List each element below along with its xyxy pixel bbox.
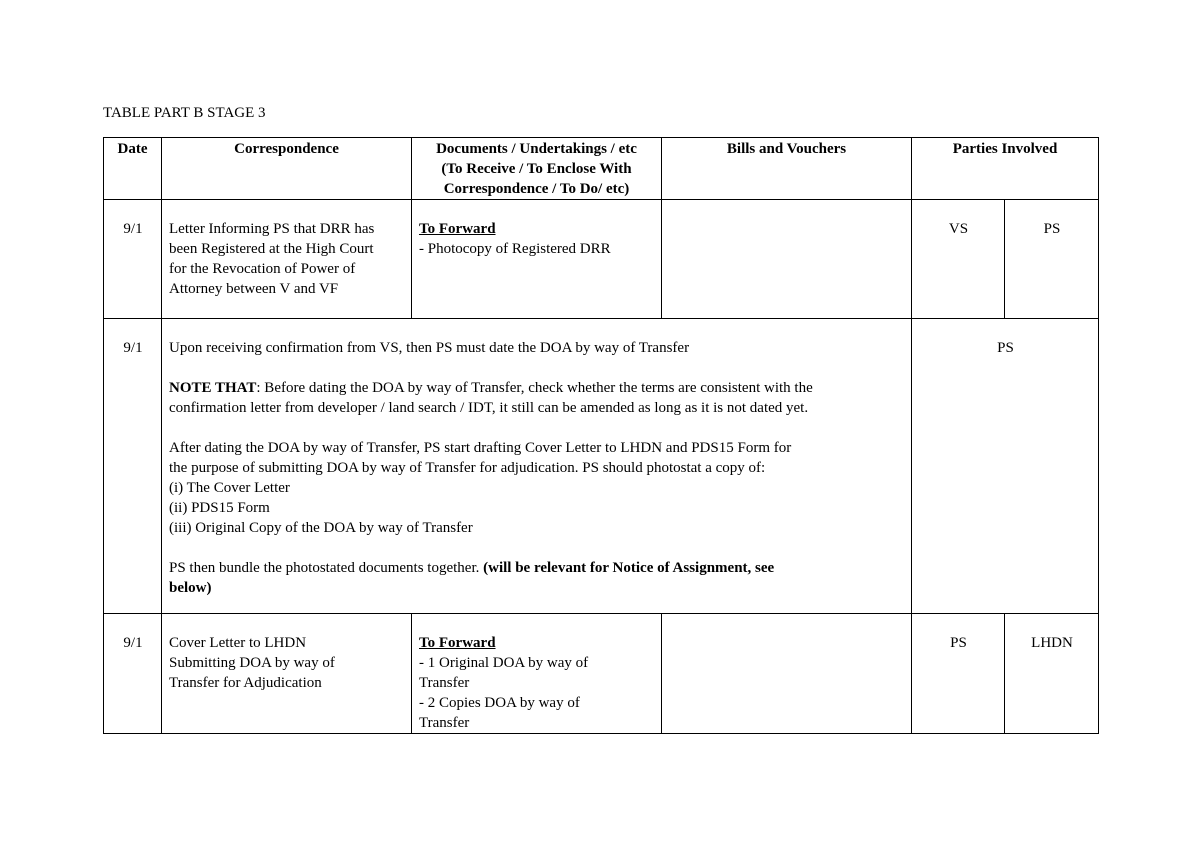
table-row (104, 200, 1099, 319)
row-bills-cell (662, 614, 912, 734)
row-party-a: VS (948, 221, 969, 237)
paragraph: Upon receiving confirmation from VS, then PS must date the DOA by way of Transfer (169, 340, 690, 356)
list-item: (ii) PDS15 Form (169, 500, 270, 516)
header-parties: Parties Involved (912, 138, 1099, 200)
documents-line: - 1 Original DOA by way of (419, 655, 589, 671)
row-date: 9/1 (123, 340, 143, 356)
header-correspondence: Correspondence (162, 138, 412, 200)
note-label: NOTE THAT (169, 380, 257, 396)
correspondence-line: Transfer for Adjudication (169, 675, 322, 691)
note-paragraph (169, 378, 905, 418)
correspondence-line: for the Revocation of Power of (169, 261, 356, 277)
row-documents-cell (412, 614, 662, 734)
row-date-cell (104, 200, 162, 319)
row-party-a-cell (912, 200, 1005, 319)
table-row (104, 319, 1099, 614)
row-documents-cell (412, 200, 662, 319)
documents-line: Transfer (419, 675, 470, 691)
paragraph-text: PS then bundle the photostated documents together. (169, 560, 484, 576)
documents-heading: To Forward (419, 221, 496, 237)
row-date: 9/1 (123, 635, 143, 651)
page-title: TABLE PART B STAGE 3 (103, 105, 266, 121)
header-documents (412, 138, 662, 200)
row-date-cell (104, 319, 162, 614)
documents-line: - 2 Copies DOA by way of (419, 695, 580, 711)
row-date: 9/1 (123, 221, 143, 237)
correspondence-line: Submitting DOA by way of (169, 655, 335, 671)
row-party-b: LHDN (1031, 635, 1073, 651)
stage-table (103, 137, 1099, 734)
correspondence-line: Cover Letter to LHDN (169, 635, 307, 651)
documents-line: - Photocopy of Registered DRR (419, 241, 611, 257)
row-date-cell (104, 614, 162, 734)
correspondence-line: Attorney between V and VF (169, 281, 339, 297)
row-bills-cell (662, 200, 912, 319)
row-party-a-cell (912, 614, 1005, 734)
header-documents-line-2: (To Receive / To Enclose With (441, 161, 632, 177)
row-party-b: PS (1043, 221, 1061, 237)
paragraph-bold-text: below) (169, 580, 212, 596)
header-bills: Bills and Vouchers (662, 138, 912, 200)
header-documents-line-1: Documents / Undertakings / etc (436, 141, 637, 157)
correspondence-line: Letter Informing PS that DRR has (169, 221, 375, 237)
row-party-a: PS (950, 635, 967, 651)
row-party: PS (997, 340, 1014, 356)
row-correspondence-cell (162, 614, 412, 734)
list-item: (iii) Original Copy of the DOA by way of Transfer (169, 520, 473, 536)
note-text: confirmation letter from developer / land search / IDT, it still can be amended as long as it is not dated yet. (169, 400, 809, 416)
row-bills (662, 200, 911, 219)
header-documents-line-3: Correspondence / To Do/ etc) (443, 181, 630, 197)
documents-heading: To Forward (419, 635, 496, 651)
paragraph-bold-text: (will be relevant for Notice of Assignment, see (483, 560, 775, 576)
row-merged-correspondence-cell (162, 319, 912, 614)
paragraph (169, 558, 905, 598)
note-text: : Before dating the DOA by way of Transfer, check whether the terms are consistent with the (256, 380, 813, 396)
row-party-b-cell (1005, 614, 1099, 734)
table-row (104, 614, 1099, 734)
table-header-row (104, 138, 1099, 200)
row-party-cell (912, 319, 1099, 614)
row-correspondence-cell (162, 200, 412, 319)
row-party-b-cell (1005, 200, 1099, 319)
documents-line: Transfer (419, 715, 470, 731)
correspondence-line: been Registered at the High Court (169, 241, 374, 257)
row-bills (662, 614, 911, 633)
paragraph (169, 438, 905, 538)
paragraph-line: the purpose of submitting DOA by way of Transfer for adjudication. PS should photostat a copy of: (169, 460, 766, 476)
list-item: (i) The Cover Letter (169, 480, 290, 496)
header-date: Date (104, 138, 162, 200)
paragraph-line: After dating the DOA by way of Transfer, PS start drafting Cover Letter to LHDN and PDS15 Form for (169, 440, 792, 456)
